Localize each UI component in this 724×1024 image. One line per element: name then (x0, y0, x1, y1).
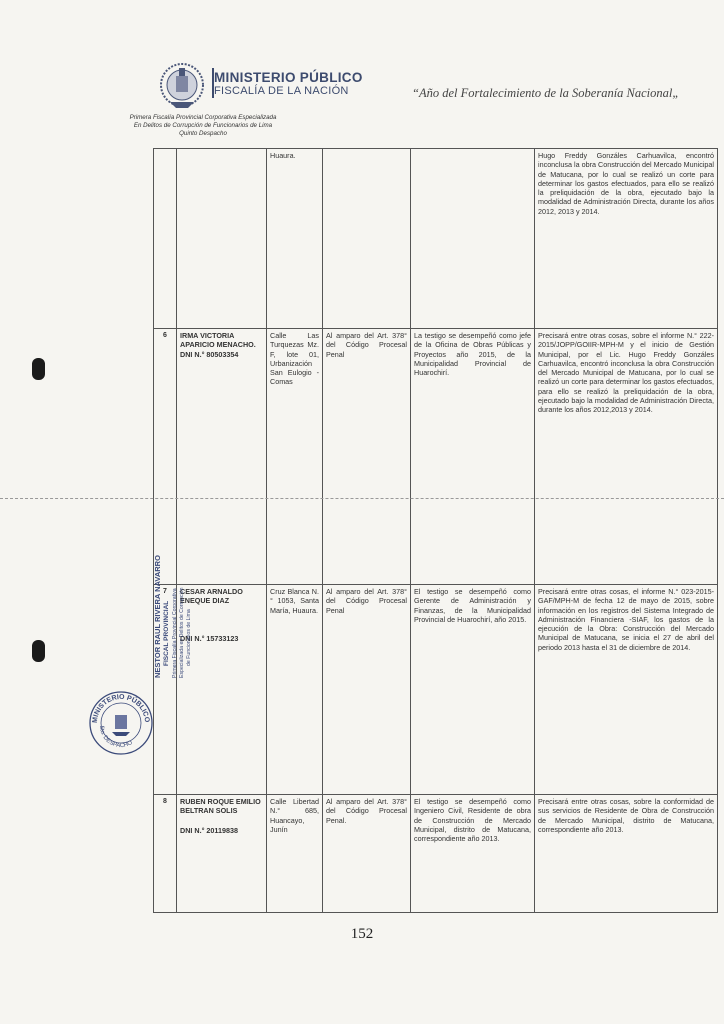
witness-dni: DNI N.° 20119838 (180, 825, 239, 835)
witness-name-cell (177, 329, 267, 585)
stamp-office-line: Especializada en Delitos de Corrupción (179, 587, 185, 678)
svg-text:5to. DESPACHO (98, 726, 134, 749)
office-line: Quinto Despacho (179, 130, 227, 137)
witness-role: La testigo se desempeñó como jefe de la Oficina de Obras Públicas y Proyectos año 2015, de la Municipalidad Provincial de Huarochirí. (411, 329, 535, 585)
table-row (154, 329, 718, 585)
row-number (154, 149, 177, 329)
office-line: En Delitos de Corrupción de Funcionarios de Lima (133, 122, 273, 129)
witness-address: Huaura. (267, 149, 323, 329)
witness-address: Calle Libertad N.° 685, Huancayo, Junín (267, 795, 323, 913)
testimony-purpose: Precisará entre otras cosas, sobre el informe N.° 222-2015/JOPP/GOIIR-MPH-M y el inicio de Gestión Municipal, por el Lic. Hugo Freddy Gonzáles Carhuavilca, encontró inconclusa la obra Construcción del Mercado Municipal de Matucana, por lo cual se realizó un corte para determinar los gastos efectuados, para ello se realizó la preliquidación de la obra, ejecutado bajo la modalidad de Administración Directa, durante los años 2012,2013 y 2014. (535, 329, 718, 585)
office-line: Primera Fiscalía Provincial Corporativa Especializada (129, 114, 277, 121)
witness-name (177, 149, 267, 329)
seal-bottom-text: 5to. DESPACHO (97, 725, 134, 750)
witness-dni: DNI N.° 80503354 (180, 349, 239, 359)
legal-basis (323, 149, 411, 329)
witness-role: El testigo se desempeñó como Ingeniero Civil, Residente de obra de Construcción de Mercado Municipal, distrito de Matucana, correspondiente año 2013. (411, 795, 535, 913)
witness-dni: DNI N.° 15733123 (180, 633, 239, 643)
testimony-purpose: Hugo Freddy Gonzáles Carhuavilca, encontró inconclusa la obra Construcción del Mercado Municipal de Matucana, por lo cual se realizó un corte para determinar los gastos efectuados, para ello se realizó la preliquidación de la obra, ejecutado bajo la modalidad de Administración Directa, durante los años 2012, 2013 y 2014. (535, 149, 718, 329)
fold-line (0, 498, 724, 499)
office-name (108, 114, 298, 138)
ministerio-publico-emblem (158, 58, 206, 112)
stamp-office-line: de Funcionarios de Lima (186, 609, 192, 666)
witness-name-cell (177, 795, 267, 913)
seal-top-text: MINISTERIO PÚBLICO (91, 693, 151, 724)
testimony-purpose: Precisará entre otras cosas, sobre la conformidad de sus servicios de Residente de Obra de Construcción de Mercado Municipal, distrito de Matucana, correspondiente año 2013. (535, 795, 718, 913)
office-seal (88, 690, 154, 756)
witness-address: Calle Las Turquezas Mz. F, lote 01, Urbanización San Eulogio - Comas (267, 329, 323, 585)
row-number: 8 (154, 795, 177, 913)
year-motto: “Año del Fortalecimiento de la Soberanía Nacional„ (412, 86, 680, 100)
witness-name: CESAR ARNALDO ENEQUE DIAZ (180, 587, 243, 606)
punch-hole (32, 640, 45, 662)
stamp-title: FISCAL PROVINCIAL (163, 600, 170, 666)
stamp-name: NESTOR RAUL RIVERA NAVARRO (153, 555, 162, 678)
punch-hole (32, 358, 45, 380)
page-number: 152 (350, 926, 374, 942)
testimony-purpose: Precisará entre otras cosas, el informe N.° 023-2015-GAF/MPH-M de fecha 12 de mayo de 2015, sobre información en los registros del Sistema Integrado de Administración Financiera -SIAF, los gastos de la ejecución de la Obra: Construcción del Mercado Municipal de Matucana, se inicia el 27 de abril del periodo 2013 hasta el 31 de diciembre de 2014. (535, 585, 718, 795)
witness-name: IRMA VICTORIA APARICIO MENACHO. (180, 331, 256, 350)
witness-table (153, 148, 718, 913)
row-number: 6 (154, 329, 177, 585)
legal-basis: Al amparo del Art. 378° del Código Procesal Penal (323, 329, 411, 585)
witness-role (411, 149, 535, 329)
stamp-office-line: Primera Fiscalía Provincial Corporativa (172, 588, 178, 678)
prosecutor-stamp (108, 555, 192, 680)
witness-role: El testigo se desempeñó como Gerente de Administración y Finanzas, de la Municipalidad Provincial de Huarochirí, año 2015. (411, 585, 535, 795)
table-row (154, 795, 718, 913)
institution-title: MINISTERIO PÚBLICO (214, 70, 363, 85)
institution-subtitle: FISCALÍA DE LA NACIÓN (214, 85, 349, 97)
witness-address: Cruz Blanca N.° 1053, Santa María, Huaura. (267, 585, 323, 795)
witness-name: RUBEN ROQUE EMILIO BELTRAN SOLIS (180, 797, 261, 816)
legal-basis: Al amparo del Art. 378° del Código Procesal Penal. (323, 795, 411, 913)
table-row (154, 149, 718, 329)
table-row (154, 585, 718, 795)
row-number: 7 (154, 585, 177, 795)
legal-basis: Al amparo del Art. 378° del Código Procesal Penal (323, 585, 411, 795)
